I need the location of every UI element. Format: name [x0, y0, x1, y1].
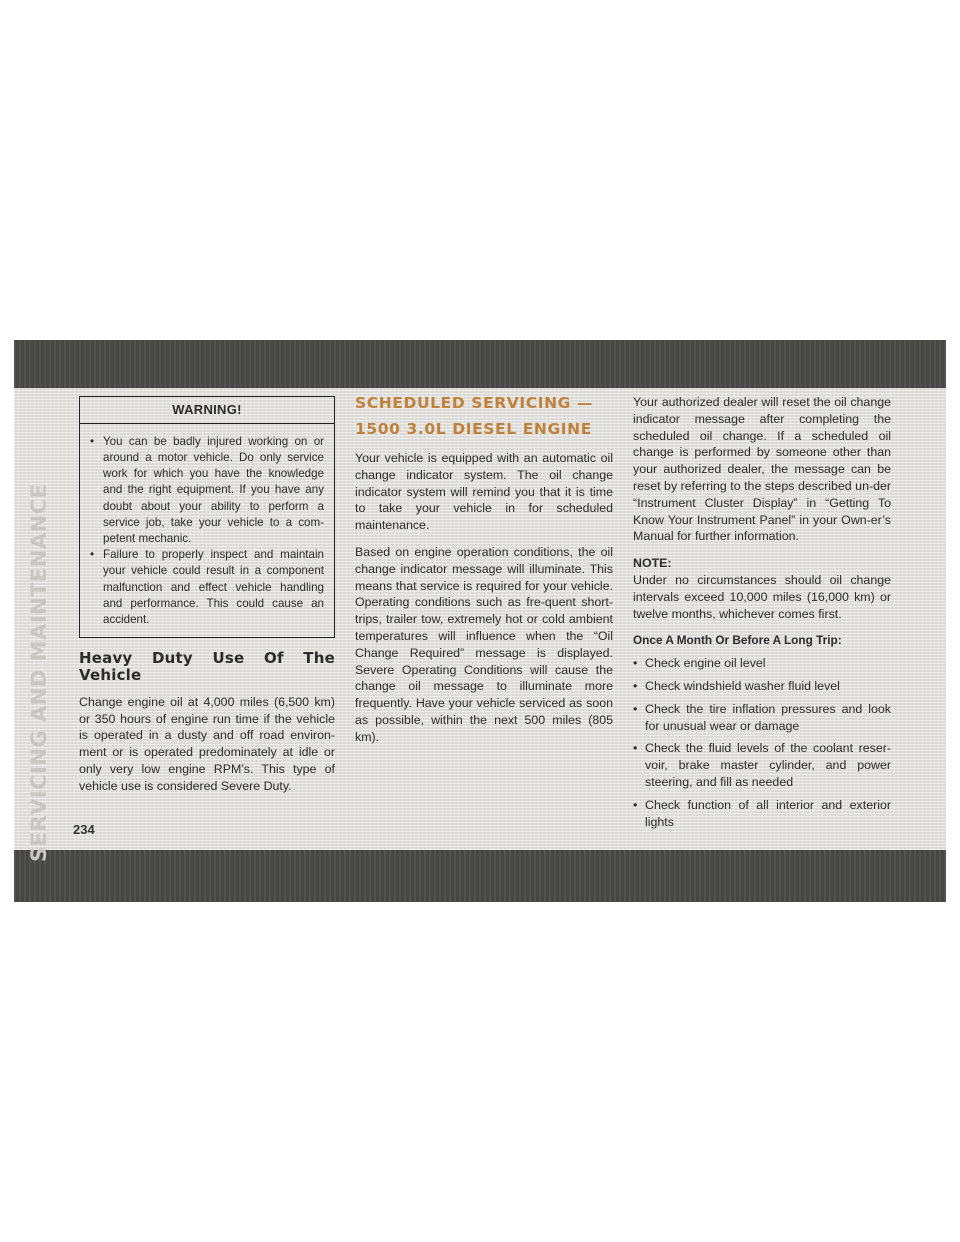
bullet-icon: •: [90, 548, 95, 562]
footer-band: [14, 850, 946, 902]
note-text: Under no circumstances should oil change intervals exceed 10,000 miles (16,000 km) or twelve months, whichever comes first.: [633, 572, 891, 621]
bullet-icon: •: [633, 741, 638, 756]
section-side-label: SERVICING AND MAINTENANCE: [27, 483, 51, 862]
bullet-icon: •: [633, 797, 638, 812]
warning-item: [90, 434, 324, 547]
column-3: [633, 394, 891, 836]
column-2: [355, 394, 613, 756]
list-item-text: Check the tire inflation pressures and look for unusual wear or damage: [645, 701, 891, 733]
list-item-text: Check function of all interior and exterior lights: [645, 797, 891, 829]
reset-paragraph: Your authorized dealer will reset the oil change indicator message after completing the scheduled oil change. If a scheduled oil change is performed by someone other than your authorized dealer, the message can be reset by referring to the steps described un-der “Instrument Cluster Display” in “Getting To Know Your Instrument Panel” in your Own-er’s Manual for further information.: [633, 395, 891, 544]
list-item-text: Check windshield washer fluid level: [645, 678, 840, 693]
column-1: [79, 394, 335, 805]
scheduled-para-2: Based on engine operation conditions, the oil change indicator message will illuminate. This means that service is required for your vehicle. Operating conditions such as fre-quent short-trips, trailer tow, extremely hot or cold ambient temperatures will influence when the “Oil Change Required” message is displayed. Severe Operating Conditions will cause the change oil message to illuminate more frequently. Have your vehicle serviced as soon as possible, within the next 500 miles (805 km).: [355, 544, 613, 744]
warning-box: [79, 396, 335, 638]
list-item: [633, 678, 891, 695]
warning-item-text: Failure to properly inspect and maintain your vehicle could result in a component malfunction and effect vehicle handling and performance. This could cause an accident.: [103, 548, 324, 627]
list-item: [633, 797, 891, 831]
bullet-icon: •: [633, 678, 638, 693]
warning-item: [90, 547, 324, 628]
list-item-text: Check the fluid levels of the coolant reser-voir, brake master cylinder, and power steering, and fill as needed: [645, 741, 891, 789]
list-item-text: Check engine oil level: [645, 656, 766, 671]
list-item: [633, 701, 891, 735]
page-number: 234: [73, 822, 95, 837]
warning-title: WARNING!: [80, 397, 334, 424]
header-band: [14, 340, 946, 388]
monthly-check-heading: Once A Month Or Before A Long Trip:: [633, 633, 842, 648]
note-label: NOTE:: [633, 556, 672, 571]
list-item: [633, 655, 891, 672]
scheduled-para-1: Your vehicle is equipped with an automatic oil change indicator system. The oil change indicator system will remind you that it is time to take your vehicle in for scheduled maintenance.: [355, 451, 613, 533]
list-item: [633, 740, 891, 790]
scheduled-servicing-heading: SCHEDULED SERVICING — 1500 3.0L DIESEL ENGINE: [355, 394, 594, 438]
warning-body: [80, 424, 334, 637]
bullet-icon: •: [633, 701, 638, 716]
heavy-duty-heading: Heavy Duty Use Of The Vehicle: [79, 649, 335, 685]
bullet-icon: •: [90, 434, 95, 448]
heavy-duty-body: Change engine oil at 4,000 miles (6,500 km) or 350 hours of engine run time if the vehicle is operated in a dusty and off road environ-ment or is operated predominately at idle or only very low engine RPM’s. This type of vehicle use is considered Severe Duty.: [79, 694, 335, 793]
bullet-icon: •: [633, 656, 638, 671]
warning-item-text: You can be badly injured working on or around a motor vehicle. Do only service work for which you have the knowledge and the right equipment. If you have any doubt about your ability to perform a service job, take your vehicle to a com-petent mechanic.: [103, 434, 324, 546]
